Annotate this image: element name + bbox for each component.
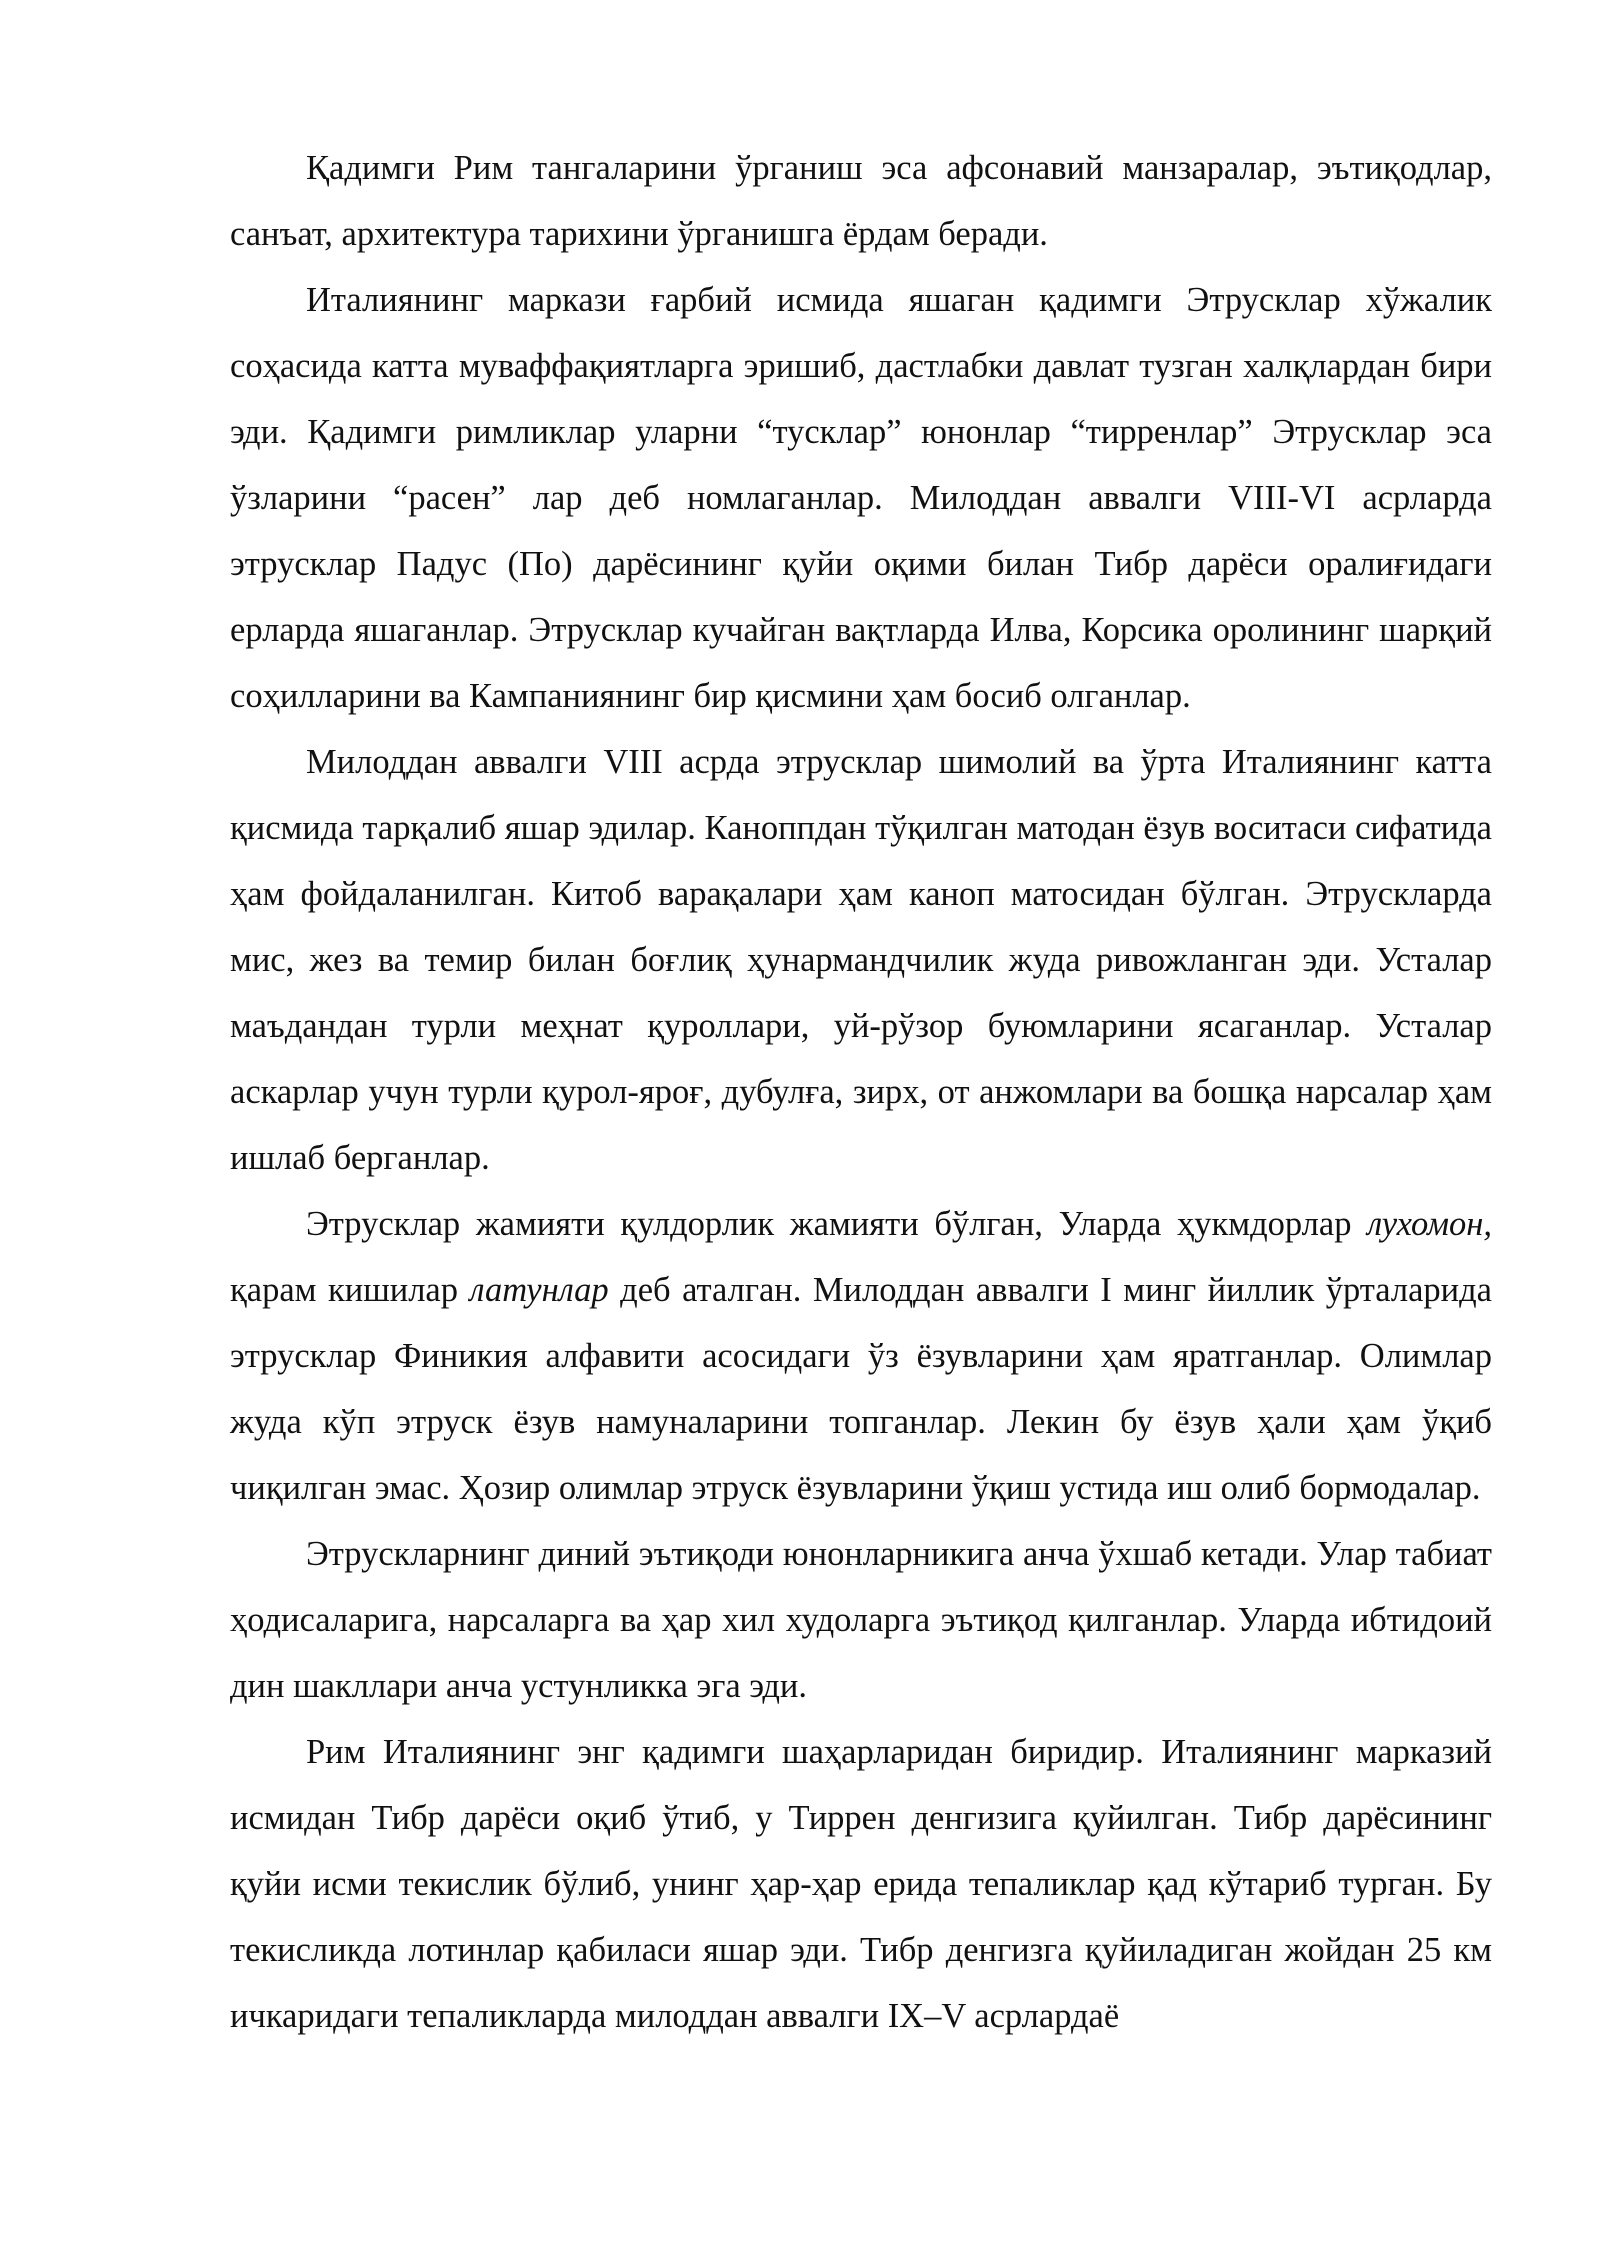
- italic-term-latunlar: латунлар: [469, 1271, 609, 1309]
- paragraph-etruscan-crafts: Милоддан аввалги VIII асрда этрусклар шимолий ва ўрта Италиянинг катта қисмида тарқалиб яшар эдилар. Каноппдан тўқилган матодан ёзув воситаси сифатида ҳам фойдаланилган. Китоб варақалари ҳам каноп матосидан бўлган. Этрускларда мис, жез ва темир билан боғлиқ ҳунармандчилик жуда ривожланган эди. Усталар маъдандан турли меҳнат қуроллари, уй-рўзор буюмларини ясаганлар. Усталар аскарлар учун турли қурол-яроғ, дубулға, зирх, от анжомлари ва бошқа нарсалар ҳам ишлаб берганлар.: [230, 743, 1492, 1177]
- paragraph-text-part: деб аталган. Милоддан аввалги I минг йиллик ўрталарида этрусклар Финикия алфавити асосидаги ўз ёзувларини ҳам яратганлар. Олимлар жуда кўп этруск ёзув намуналарини топганлар. Лекин бу ёзув ҳали ҳам ўқиб чиқилган эмас. Ҳозир олимлар этруск ёзувларини ўқиш устида иш олиб бормодалар.: [230, 1271, 1492, 1507]
- paragraph-text-part: Этрусклар жамияти қулдорлик жамияти бўлган, Уларда ҳукмдорлар: [306, 1205, 1368, 1243]
- paragraph-etruscans-origin: Италиянинг маркази ғарбий исмида яшаган қадимги Этрусклар хўжалик соҳасида катта муваффақиятларга эришиб, дастлабки давлат тузган халқлардан бири эди. Қадимги римликлар уларни “тусклар” юнонлар “тирренлар” Этрусклар эса ўзларини “расен” лар деб номлаганлар. Милоддан аввалги VIII-VI асрларда этрусклар Падус (По) дарёсининг қуйи оқими билан Тибр дарёси оралиғидаги ерларда яшаганлар. Этрусклар кучайган вақтларда Илва, Корсика оролининг шарқий соҳилларини ва Кампаниянинг бир қисмини ҳам босиб олганлар.: [230, 281, 1492, 715]
- paragraph-text-part: қарам кишилар: [230, 1271, 470, 1309]
- paragraph-etruscan-society: [230, 1191, 1492, 1521]
- document-page: [230, 135, 1492, 2049]
- paragraph-roman-coins: Қадимги Рим тангаларини ўрганиш эса афсонавий манзаралар, эътиқодлар, санъат, архитектура тарихини ўрганишга ёрдам беради.: [230, 149, 1492, 253]
- italic-term-luhomon: лухомон,: [1367, 1205, 1492, 1243]
- paragraph-rome-geography: Рим Италиянинг энг қадимги шаҳарларидан биридир. Италиянинг марказий исмидан Тибр дарёси оқиб ўтиб, у Тиррен денгизига қуйилган. Тибр дарёсининг қуйи исми текислик бўлиб, унинг ҳар-ҳар ерида тепаликлар қад кўтариб турган. Бу текисликда лотинлар қабиласи яшар эди. Тибр денгизга қуйиладиган жойдан 25 км ичкаридаги тепаликларда милоддан аввалги IX–V асрлардаё: [230, 1733, 1492, 2035]
- paragraph-etruscan-religion: Этрускларнинг диний эътиқоди юнонларникига анча ўхшаб кетади. Улар табиат ҳодисаларига, нарсаларга ва ҳар хил худоларга эътиқод қилганлар. Уларда ибтидоий дин шакллари анча устунликка эга эди.: [230, 1535, 1492, 1705]
